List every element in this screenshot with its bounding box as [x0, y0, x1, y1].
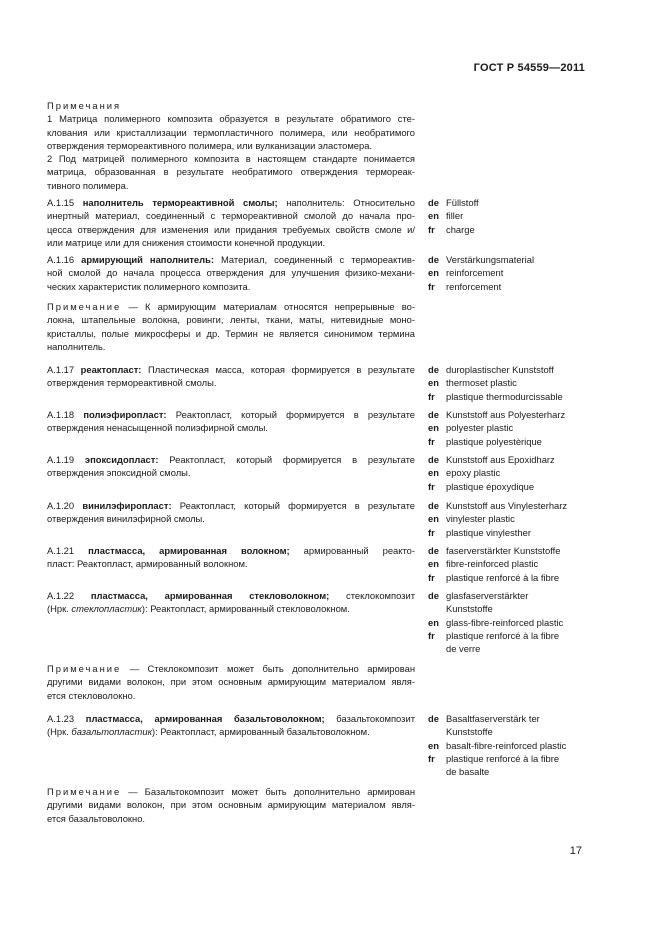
equivalent-term: fibre-reinforced plastic — [446, 558, 539, 570]
entry-number: А.1.15 — [47, 197, 75, 208]
entry-a122 — [47, 589, 415, 616]
equivalent-term: charge — [446, 223, 475, 235]
note-line: отверждения термореактивного полимера, или вулканизации эластомера. — [47, 139, 373, 151]
entry-line — [47, 602, 415, 615]
note-line: 2 Под матрицей полимерного композита в настоящем стандарте понимается — [47, 153, 415, 165]
note-line — [47, 662, 415, 675]
equivalent-term: epoxy plastic — [446, 467, 501, 479]
lang-code: en — [428, 267, 439, 279]
equivalent-continuation: de basalte — [446, 766, 490, 778]
equivalent-row — [428, 435, 608, 448]
entry-term: пластмасса, армированная волокном; — [88, 545, 290, 556]
entry-line: или матрице или для снижения стоимости конечной продукции. — [47, 236, 326, 248]
note-title: Примечания — [47, 100, 122, 111]
entry-text: Реактопласт, который формируется в результате — [166, 409, 415, 420]
note-line: кристаллы, полые микросферы и др. Термин не является синонимом термина — [47, 327, 415, 339]
equivalent-term: reinforcement — [446, 267, 504, 279]
equivalent-term: plastique époxydique — [446, 480, 535, 492]
note-line — [47, 300, 415, 313]
note-line: другими видами волокон, при этом основным армирующим материалом явля- — [47, 799, 415, 811]
equivalent-row — [428, 209, 608, 222]
entry-term: наполнитель термореактивной смолы; — [82, 197, 278, 208]
entry-line: отверждения термореактивной смолы. — [47, 377, 217, 389]
equivalent-row — [428, 557, 608, 570]
equivalent-row — [428, 512, 608, 525]
entry-a121 — [47, 544, 415, 571]
note-line: 1 Матрица полимерного композита образуется в результате обратимого сте- — [47, 113, 415, 125]
equivalent-row — [428, 453, 608, 466]
equivalent-term: basalt-fibre-reinforced plastic — [446, 739, 567, 751]
entry-number: А.1.22 — [47, 590, 75, 601]
entry-line: отверждения эпоксидной смолы. — [47, 467, 191, 479]
equivalent-row — [428, 466, 608, 479]
equivalent-row — [428, 544, 608, 557]
lang-code: en — [428, 558, 439, 570]
lang-code: en — [428, 422, 439, 434]
lang-code: de — [428, 364, 439, 375]
deprecated-term: базальтопластик — [71, 726, 152, 738]
note-line — [47, 785, 415, 798]
lang-code: en — [428, 467, 439, 479]
equivalent-term: Kunststoff aus Vinylesterharz — [446, 500, 568, 511]
entry-a117 — [47, 363, 415, 390]
lang-code: fr — [428, 435, 435, 447]
entry-line — [47, 196, 415, 209]
entry-number: А.1.17 — [47, 364, 75, 375]
equivalent-continuation: Kunststoffe — [446, 603, 493, 615]
equivalent-row — [428, 616, 608, 629]
equivalent-row — [428, 499, 608, 512]
entry-line — [47, 725, 415, 738]
note-line: наполнитель. — [47, 340, 106, 352]
note-4 — [47, 785, 415, 825]
standard-header: ГОСТ Р 54559—2011 — [473, 62, 585, 74]
entry-line — [47, 544, 415, 557]
equivalent-term: Füllstoff — [446, 197, 479, 208]
note-text: — Базальтокомпозит может быть дополнительно армирован — [121, 786, 415, 797]
entry-number: А.1.21 — [47, 545, 75, 556]
entry-text: Реактопласт, который формируется в результате — [171, 500, 415, 511]
equivalent-row — [428, 571, 608, 584]
lang-code: fr — [428, 390, 435, 402]
equivalents-a121 — [428, 544, 608, 584]
entry-text: наполнитель: Относительно — [277, 197, 416, 208]
equivalents-a120 — [428, 499, 608, 539]
equivalent-term: Kunststoff aus Polyesterharz — [446, 409, 566, 420]
entry-a120 — [47, 499, 415, 526]
equivalent-term: plastique thermodurcissable — [446, 390, 563, 402]
equivalent-row — [428, 421, 608, 434]
note-line: тивного полимера. — [47, 179, 129, 191]
equivalent-row — [428, 363, 608, 376]
lang-code: de — [428, 197, 439, 208]
equivalent-term: plastique renforcé à la fibre — [446, 752, 560, 764]
equivalents-a118 — [428, 408, 608, 448]
note-line: ется базальтоволокно. — [47, 812, 146, 824]
equivalent-term: duroplastischer Kunststoff — [446, 364, 554, 375]
equivalent-row — [428, 223, 608, 236]
entry-line: инертный материал, соединенный с термореактивной смолой до начала про- — [47, 210, 415, 222]
entry-a119 — [47, 453, 415, 480]
equivalent-term: filler — [446, 210, 464, 222]
lang-code: fr — [428, 480, 435, 492]
entry-term: винилэфиропласт: — [82, 500, 172, 511]
entry-term: пластмасса, армированная стекловолокном; — [90, 590, 330, 601]
note-title: Примечание — [47, 663, 122, 674]
equivalent-row — [428, 629, 608, 642]
entry-a118 — [47, 408, 415, 435]
lang-code: fr — [428, 571, 435, 583]
lang-code: fr — [428, 752, 435, 764]
equivalents-a115 — [428, 196, 608, 236]
lang-code: fr — [428, 280, 435, 292]
equivalent-term: plastique polyestèrique — [446, 435, 542, 447]
entry-term: полиэфиропласт: — [83, 409, 167, 420]
equivalent-row — [428, 266, 608, 279]
entry-line: ной смолой до начала процесса отверждения для улучшения физико-механи- — [47, 267, 415, 279]
entry-line: отверждения винилэфирной смолы. — [47, 513, 205, 525]
lang-code: en — [428, 513, 439, 525]
entry-line — [47, 363, 415, 376]
entry-number: А.1.19 — [47, 454, 75, 465]
deprecated-term: стеклопластик — [71, 603, 142, 615]
entry-line: цесса отверждения для изменения или придания требуемых свойств смоле и/ — [47, 223, 415, 235]
entry-text: (Нрк. — [47, 603, 72, 615]
entry-a123 — [47, 712, 415, 739]
entry-term: армирующий наполнитель: — [81, 254, 214, 265]
lang-code: en — [428, 210, 439, 222]
equivalent-row — [428, 752, 608, 765]
equivalent-row — [428, 739, 608, 752]
equivalent-row — [428, 480, 608, 493]
lang-code: de — [428, 454, 439, 465]
equivalent-term: glasfaserverstärkter — [446, 590, 529, 601]
entry-text: базальтокомпозит — [324, 713, 415, 724]
lang-code: fr — [428, 629, 435, 641]
entry-line — [47, 253, 415, 266]
note-title: Примечание — [47, 301, 122, 312]
entry-number: А.1.16 — [47, 254, 75, 265]
equivalent-continuation: Kunststoffe — [446, 726, 493, 738]
note-text: — К армирующим материалам относятся непрерывные во- — [121, 301, 415, 312]
entry-line — [47, 589, 415, 602]
equivalent-term: Kunststoff aus Epoxidharz — [446, 454, 555, 465]
page-number: 17 — [569, 845, 582, 857]
equivalent-term: plastique vinylesther — [446, 526, 531, 538]
equivalent-term: Basaltfaserverstärk ter — [446, 713, 540, 724]
entry-term: реактопласт: — [80, 364, 142, 375]
equivalent-term: renforcement — [446, 280, 502, 292]
entry-text: ): Реактопласт, армированный стекловолокном. — [141, 603, 350, 615]
entry-line: отверждения ненасыщенной полиэфирной смолы. — [47, 422, 269, 434]
equivalent-term: polyester plastic — [446, 422, 514, 434]
note-line: клования или кристаллизации термопластичного полимера, или необратимого — [47, 126, 415, 138]
note-line: матрица, образованная в результате необратимого отверждения термореак- — [47, 166, 415, 178]
equivalents-a122 — [428, 589, 608, 655]
equivalent-row — [428, 712, 608, 725]
equivalent-term: glass-fibre-reinforced plastic — [446, 616, 564, 628]
entry-text: (Нрк. — [47, 726, 72, 738]
note-1 — [47, 99, 415, 192]
entry-term: пластмасса, армированная базальтоволокном; — [85, 713, 325, 724]
lang-code: en — [428, 739, 439, 751]
note-line: другими видами волокон, при этом основным армирующим материалом явля- — [47, 676, 415, 688]
lang-code: en — [428, 616, 439, 628]
entry-text: Пластическая масса, которая формируется в результате — [141, 364, 415, 375]
equivalents-a123 — [428, 712, 608, 778]
equivalent-row — [428, 253, 608, 266]
entry-a116 — [47, 253, 415, 293]
equivalent-row — [428, 376, 608, 389]
entry-line: пласт: Реактопласт, армированный волокном. — [47, 558, 248, 570]
equivalent-row — [428, 196, 608, 209]
entry-text: Реактопласт, который формируется в результате — [158, 454, 415, 465]
entry-line — [47, 408, 415, 421]
equivalent-term: vinylester plastic — [446, 513, 515, 525]
equivalent-row — [428, 526, 608, 539]
equivalents-a119 — [428, 453, 608, 493]
lang-code: de — [428, 713, 439, 724]
equivalent-row — [428, 589, 608, 602]
entry-number: А.1.18 — [47, 409, 75, 420]
entry-line — [47, 712, 415, 725]
note-line: ется стекловолокно. — [47, 689, 136, 701]
lang-code: fr — [428, 526, 435, 538]
lang-code: en — [428, 377, 439, 389]
equivalent-term: Verstärkungsmaterial — [446, 254, 535, 265]
entry-text: стеклокомпозит — [329, 590, 416, 601]
note-2 — [47, 300, 415, 353]
lang-code: de — [428, 409, 439, 420]
entry-number: А.1.23 — [47, 713, 75, 724]
note-line: локна, штапельные волокна, ровинги, ленты, ткани, маты, нитевидные моно- — [47, 314, 415, 326]
equivalent-term: faserverstärkter Kunststoffe — [446, 545, 561, 556]
entry-text: ): Реактопласт, армированный базальтоволокном. — [152, 726, 370, 738]
equivalent-term: plastique renforcé à la fibre — [446, 571, 560, 583]
lang-code: de — [428, 590, 439, 601]
equivalents-a117 — [428, 363, 608, 403]
entry-line: ческих характеристик полимерного композита. — [47, 280, 251, 292]
note-text: — Стеклокомпозит может быть дополнительно армирован — [121, 663, 415, 674]
equivalent-row — [428, 390, 608, 403]
note-title: Примечание — [47, 786, 122, 797]
entry-line — [47, 453, 415, 466]
entry-line — [47, 499, 415, 512]
equivalent-term: plastique renforcé à la fibre — [446, 629, 560, 641]
equivalent-row — [428, 408, 608, 421]
lang-code: fr — [428, 223, 435, 235]
equivalent-term: thermoset plastic — [446, 377, 517, 389]
lang-code: de — [428, 545, 439, 556]
entry-number: А.1.20 — [47, 500, 75, 511]
entry-text: Материал, соединенный с термореактив- — [213, 254, 415, 265]
lang-code: de — [428, 500, 439, 511]
entry-a115 — [47, 196, 415, 249]
equivalent-continuation: de verre — [446, 643, 481, 655]
lang-code: de — [428, 254, 439, 265]
entry-text: армированный реакто- — [289, 545, 415, 556]
entry-term: эпоксидопласт: — [84, 454, 159, 465]
equivalent-row — [428, 280, 608, 293]
equivalents-a116 — [428, 253, 608, 293]
note-3 — [47, 662, 415, 702]
